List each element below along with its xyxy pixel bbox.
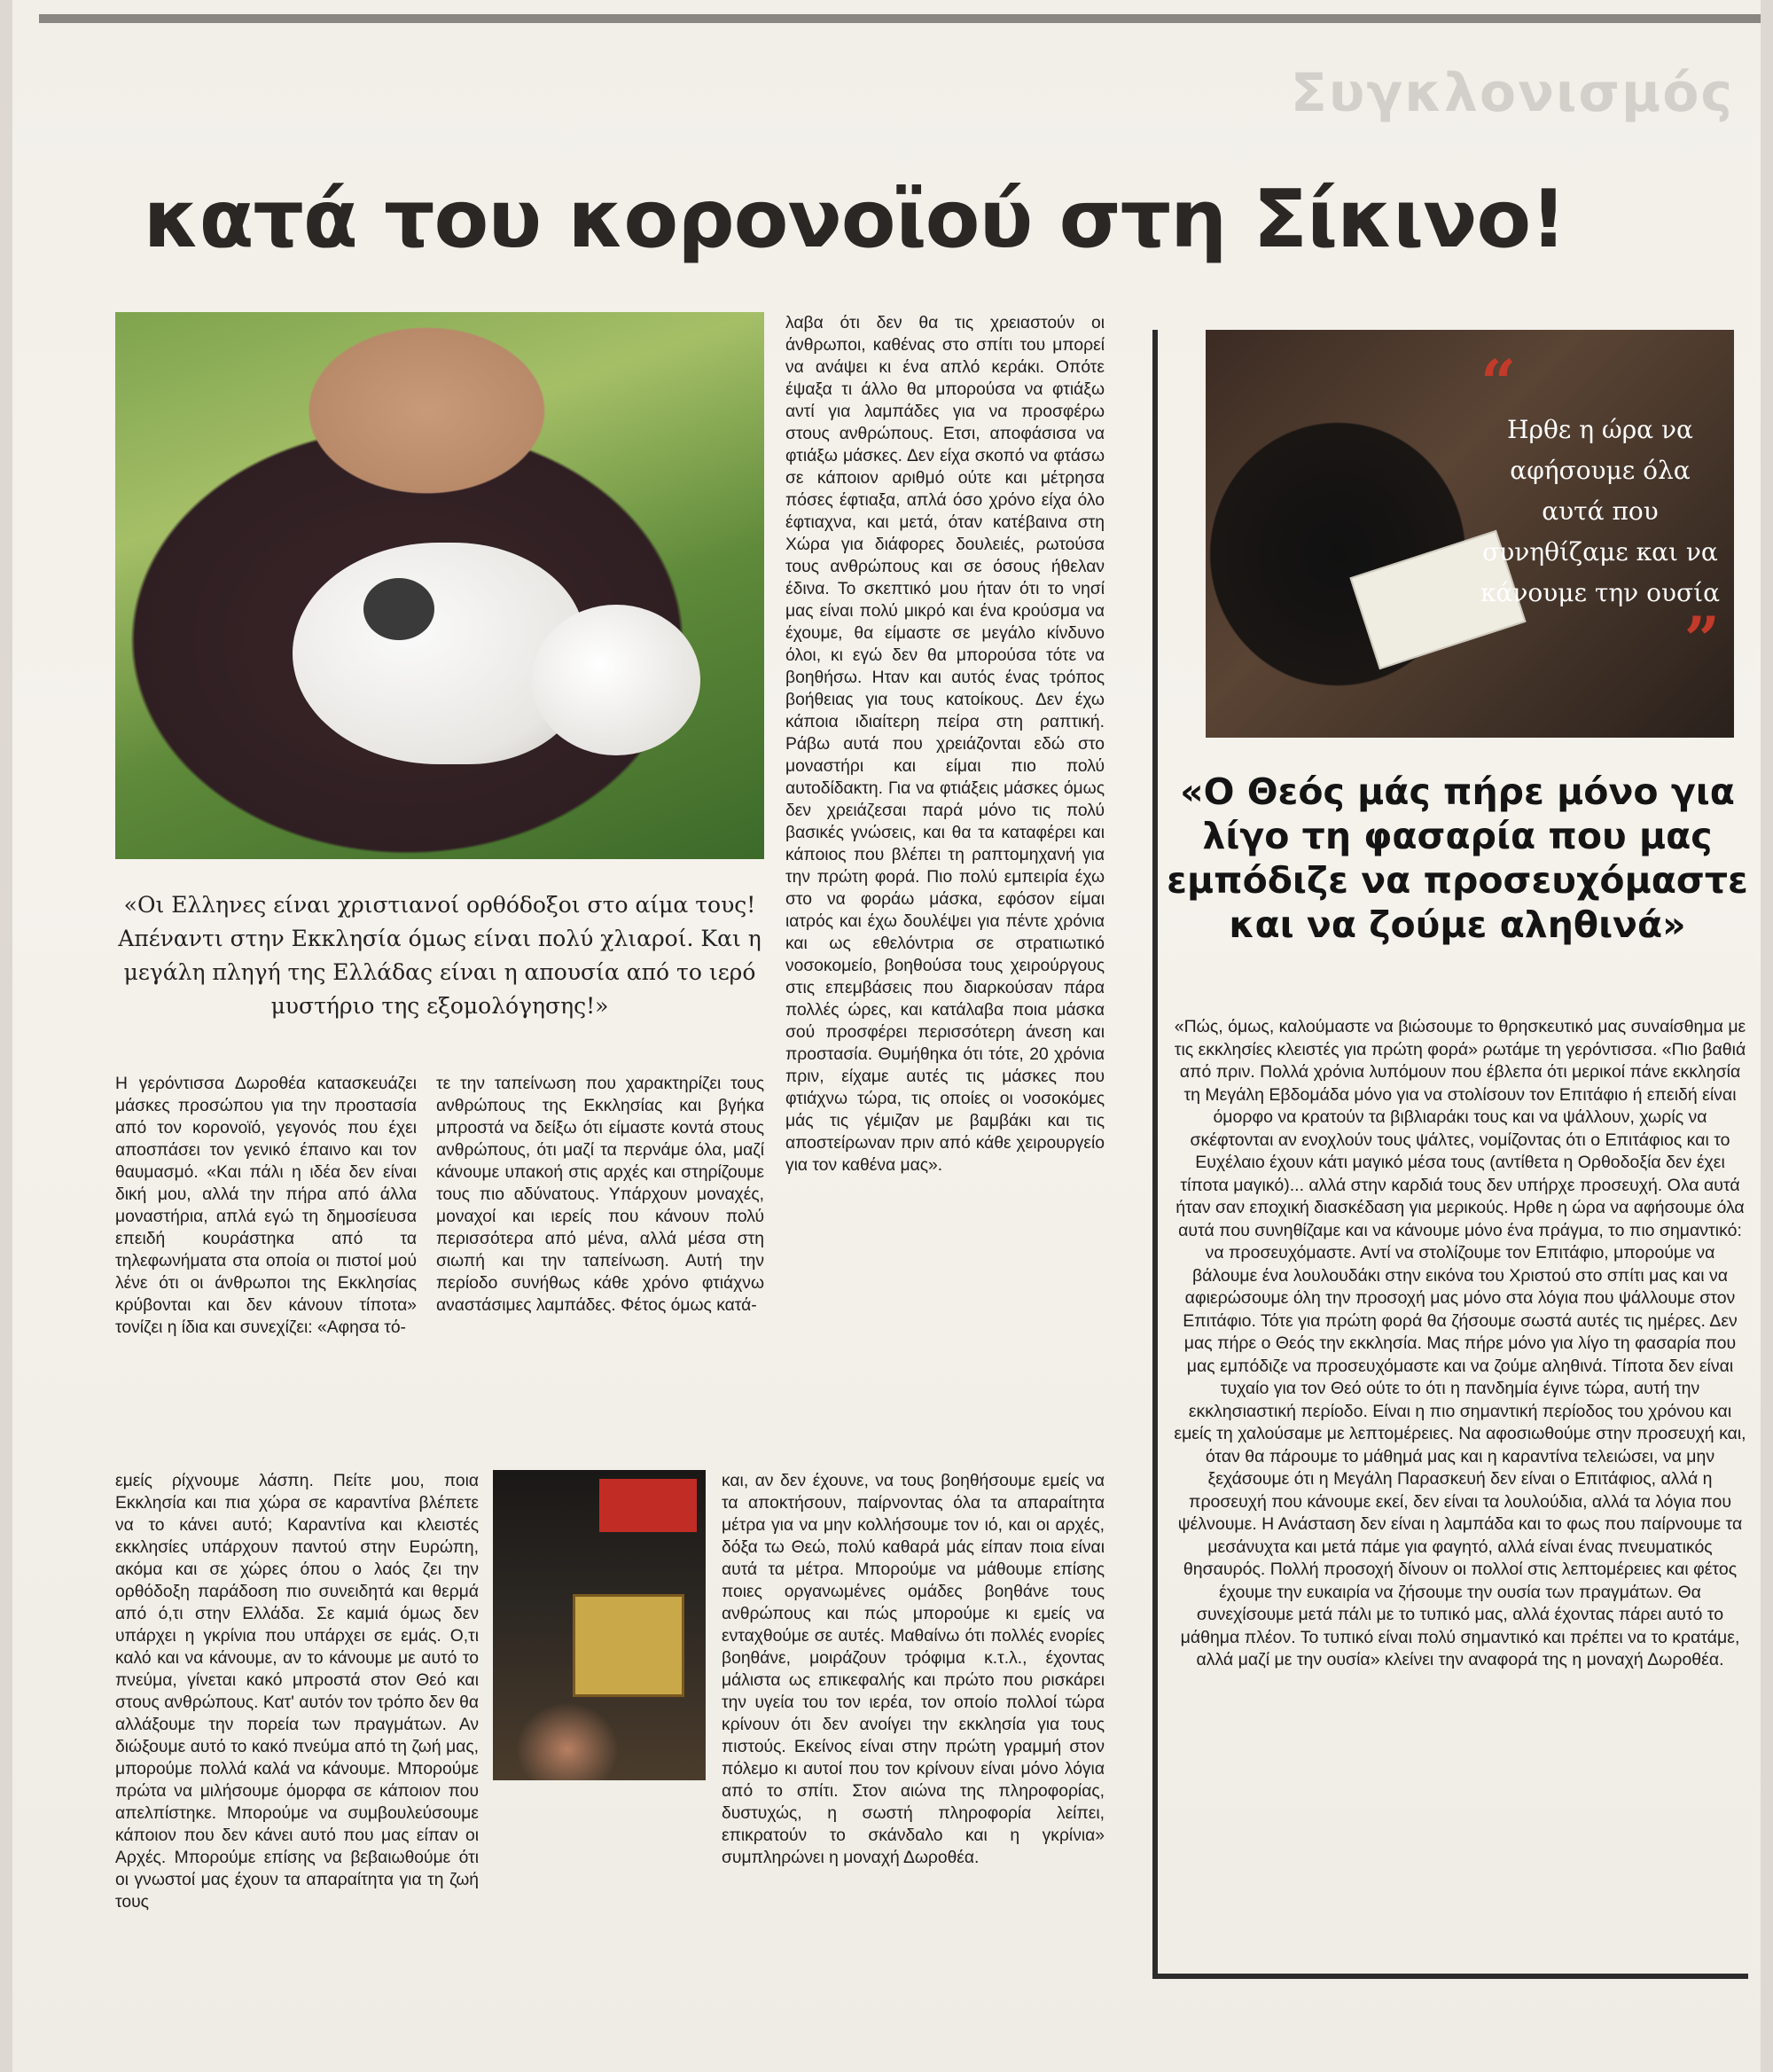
newspaper-page — [12, 0, 1761, 2072]
headline: κατά του κορονοϊού στη Σίκινο! — [143, 173, 1566, 266]
goat-spot — [363, 578, 434, 640]
photo-inset-quote — [1480, 346, 1720, 676]
article-column-5: και, αν δεν έχουνε, να τους βοηθήσουμε εμείς να τα αποκτήσουν, παίρνοντας όλα τα απαραίτητα μέτρα για να μην κολλήσουμε τον ιό, και οι αρχές, δόξα τω Θεώ, πολύ καθαρά μάς είπαν ποια είναι αυτά τα μέτρα. Μπορούμε να μάθουμε επίσης ποιες οργανωμένες ομάδες βοηθάνε τους ανθρώπους και πώς μπορούμε κι εμείς να ενταχθούμε σε αυτές. Μαθαίνω ότι πολλές ενορίες βοηθάνε, μοιράζουν τρόφιμα κ.τ.λ., έχοντας μάλιστα ως επικεφαλής και πρώτο που ρισκάρει την υγεία του τον ιερέα, τον οποίο πολλοί τώρα κρίνουν ότι δεν ανοίγει την εκκλησία για τους πιστούς. Εκείνος είναι στην πρώτη γραμμή στον πόλεμο κι αυτοί που τον κρίνουν είναι μόνο λόγια από το σπίτι. Στον αιώνα της πληροφορίας, δυστυχώς, η σωστή πληροφορία λείπει, επικρατούν το σκάνδαλο και η γκρίνια» συμπληρώνει η μοναχή Δωροθέα. — [722, 1472, 1105, 1867]
nun-reading-photo — [1206, 330, 1734, 738]
gold-icon-panel — [573, 1594, 684, 1697]
article-column-4: εμείς ρίχνουμε λάσπη. Πείτε μου, ποια Εκκλησία και πια χώρα σε καραντίνα βλέπετε να το κάνει αυτό; Καραντίνα και κλειστές εκκλησίες υπάρχουν παντού στην Ευρώπη, ακόμα και σε χώρες όπου ο λαός ζει την ορθόδοξη παράδοση πιο συνειδητά και θερμά από ό,τι στην Ελλάδα. Σε καμιά όμως δεν υπάρχει η γκρίνια που υπάρχει σε εμάς. Ο,τι καλό και να κάνουμε, αν το κάνουμε με αυτό το πνεύμα, γίνεται κακό μπροστά στον Θεό και στους ανθρώπους. Κατ' αυτόν τον τρόπο δεν θα αλλάξουμε την πορεία των πραγμάτων. Αν διώξουμε αυτό το κακό πνεύμα από τη ζωή μας, μπορούμε πολλά καλά να κάνουμε. Μπορούμε πρώτα να μιλήσουμε όμορφα σε κάποιον που απελπίστηκε. Μπορούμε να συμβουλεύσουμε κάποιον που δεν κάνει αυτό που μας είπαν οι Αρχές. Μπορούμε επίσης να βεβαιωθούμε ότι οι γνωστοί μας έχουν τα απαραίτητα για τη ζωή τους — [115, 1472, 479, 1912]
article-column-1: Η γερόντισσα Δωροθέα κατασκευάζει μάσκες προσώπου για την προστασία από τον κορονοϊό, γεγονός που έχει αποσπάσει τον γενικό έπαινο και τον θαυμασμό. «Και πάλι η ιδέα δεν είναι δική μου, αλλά την πήρα από άλλα μοναστήρια, απλά εγώ τη δημοσίευσα επειδή κουράστηκα από τα τηλεφωνήματα στα οποία οι πιστοί μού λένε ότι οι άνθρωποι της Εκκλησίας κρύβονται και δεν κάνουν τίποτα» τονίζει η ίδια και συνεχίζει: «Αφησα τό- — [115, 1075, 417, 1337]
photo-caption-quote: «Οι Ελληνες είναι χριστιανοί ορθόδοξοι στο αίμα τους! Απέναντι στην Εκκλησία όμως είναι πολύ χλιαροί. Και η μεγάλη πληγή της Ελλάδας είναι η απουσία από το ιερό μυστήριο της εξομολόγησης!» — [118, 892, 762, 1019]
article-column-2: τε την ταπείνωση που χαρακτηρίζει τους ανθρώπους της Εκκλησίας και βγήκα μπροστά να δείξω ότι είμαστε κοντά στους ανθρώπους, ότι μαζί τα περνάμε όλα, μαζί κάνουμε υπακοή στις αρχές και στηρίζουμε τους πιο αδύνατους. Υπάρχουν μοναχές, μοναχοί και ιερείς που κάνουν πολύ περισσότερα από μένα, αλλά μέσα στη σιωπή και την ταπείνωση. Αυτή την περίοδο συνήθως κάθε χρόνο φτιάχνω αναστάσιμες λαμπάδες. Φέτος όμως κατά- — [436, 1075, 764, 1315]
close-quote-icon: ” — [1683, 603, 1720, 676]
pull-quote: «Ο Θεός μάς πήρε μόνο για λίγο τη φασαρία που μας εμπόδιζε να προσευχόμαστε και να ζούμε αληθινά» — [1167, 770, 1748, 946]
top-rule — [39, 14, 1761, 23]
article-column-3: λαβα ότι δεν θα τις χρειαστούν οι άνθρωποι, καθένας στο σπίτι του μπορεί να ανάψει κι ένα απλό κεράκι. Οπότε έψαξα τι άλλο θα μπορούσα να φτιάξω αντί για λαμπάδες για να προσφέρω στους ανθρώπους. Ετσι, αποφάσισα να φτιάξω μάσκες. Δεν είχα σκοπό να φτάσω σε κάποιον αριθμό ούτε και μέτρησα πόσες έφτιαξα, απλά όσο χρόνο είχα όλο έφτιαχνα, και μετά, όταν κατέβαινα στη Χώρα για διάφορες δουλειές, ρωτούσα τους ανθρώπους και σε όσους ήθελαν έδινα. Το σκεπτικό μου ήταν ότι το νησί μας είναι πολύ μικρό και ένα κρούσμα να έχουμε, θα είμαστε σε μεγάλο κίνδυνο όλοι, κι εγώ δεν θα μπορούσα τότε να βοηθήσω. Ηταν και αυτός ένας τρόπος βοήθειας για τους κατοίκους. Δεν έχω κάποια ιδιαίτερη πείρα στη ραπτική. Ράβω αυτά που χρειάζονται εδώ στο μοναστήρι και είμαι πιο πολύ αυτοδίδακτη. Για να φτιάξεις μάσκες όμως δεν χρειάζεσαι παρά μόνο τις πολύ βασικές γνώσεις, και θα τα καταφέρει και κάποιος που βλέπει τη ραπτομηχανή για την πρώτη φορά. Πιο πολύ εμπειρία έχω στο να φοράω μάσκα, εφόσον είμαι ιατρός και έχω δουλέψει για πέντε χρόνια και ως εθελόντρια σε στρατιωτικό νοσοκομείο, βοηθούσα τους χειρούργους στις επεμβάσεις που διαρκούσαν πάρα πολλές ώρες, και κατάλαβα ποια μάσκα σού προσφέρει περισσότερη άνεση και προστασία. Θυμήθηκα ότι τότε, 20 χρόνια πριν, είχαμε αυτές τις μάσκες που φτιάχνω τώρα, τις οποίες οι νοσοκόμες μάς τις γέμιζαν με βαμβάκι και τις αποστείρωναν πριν από κάθε χειρουργείο για τον καθένα μας». — [785, 314, 1105, 1175]
photo-inset-quote-text: Ηρθε η ώρα να αφήσουμε όλα αυτά που συνηθίζαμε και να κάνουμε την ουσία — [1480, 415, 1720, 607]
red-icon-panel — [599, 1479, 697, 1532]
nun-painting-icon-photo — [493, 1470, 706, 1780]
nun-with-goats-photo — [115, 312, 764, 859]
sidebar-vertical-rule — [1152, 330, 1158, 1979]
sidebar-article-text: «Πώς, όμως, καλούμαστε να βιώσουμε το θρησκευτικό μας συναίσθημα με τις εκκλησίες κλειστές για πρώτη φορά» ρωτάμε τη γερόντισσα. «Πιο βαθιά από πριν. Πολλά χρόνια λυπόμουν που έβλεπα ότι μερικοί πάνε εκκλησία τη Μεγάλη Εβδομάδα μόνο για να στολίσουν τον Επιτάφιο ή επειδή είναι όμορφο να κρατούν τα βιβλιαράκι τους και να ψάλλουν, χωρίς να σκέφτονται αν ενοχλούν τους ψάλτες, νομίζοντας ότι ο Επιτάφιος και το Ευχέλαιο έχουν κάτι μαγικό μέσα τους (αντίθετα η Ορθοδοξία δεν έχει τίποτα μαγικό)... αλλά στην καρδιά τους δεν υπήρχε προσευχή. Ολα αυτά ήταν σαν εποχική διασκέδαση για μερικούς. Ηρθε η ώρα να αφήσουμε όλα αυτά που συνηθίζαμε και να κάνουμε μόνο ένα πράγμα, το πιο σημαντικό: να προσευχόμαστε. Αντί να στολίζουμε τον Επιτάφιο, μπορούμε να βάλουμε ένα λουλουδάκι στην εικόνα του Χριστού στο σπίτι μας και να αφιερώσουμε όλη την προσοχή μας μόνο στα λόγια που ψάλλουμε στον Επιτάφιο. Τότε για πρώτη φορά θα ζήσουμε σωστά αυτές τις ημέρες. Δεν μας πήρε ο Θεός την εκκλησία. Μας πήρε μόνο για λίγο τη φασαρία που μας εμπόδιζε να προσευχόμαστε και να ζούμε αληθινά. Τίποτα δεν είναι τυχαίο για τον Θεό ούτε το ότι η πανδημία έγινε τώρα, αυτή την εκκλησιαστική περίοδο. Είναι η πιο σημαντική περίοδος του χρόνου και εμείς τη χαλούσαμε με λεπτομέρειες. Να αφοσιωθούμε στην προσευχή και, όταν θα πάρουμε το μάθημά μας και η καραντίνα τελειώσει, να μην ξεχάσουμε ότι η Μεγάλη Παρασκευή δεν είναι ο Επιτάφιος, αλλά η προσευχή που κάνουμε εκεί, δεν είναι τα λουλούδια, αλλά τα λόγια που ψέλνουμε. Η Ανάσταση δεν είναι η λαμπάδα και το φως που παίρνουμε τα μεσάνυχτα και μετά πάμε για φαγητό, αλλά είναι ένας πνευματικός θησαυρός. Πολλή προσοχή δίνουν οι πολλοί στις λεπτομέρειες και φέτος έχουμε την ευκαιρία να ζήσουμε την ουσία των πραγμάτων. Θα συνεχίσουμε μετά πάλι με το τυπικό μας, αλλά έχοντας πάρει αυτό το μάθημα πλέον. Το τυπικό είναι πολύ σημαντικό και πρέπει να το κρατάμε, αλλά μαζί με την ουσία» κλείνει την αναφορά της η μοναχή Δωροθέα. — [1174, 1017, 1746, 1669]
faded-section-heading: Συγκλονισμός — [1290, 62, 1734, 124]
open-quote-icon: “ — [1480, 346, 1517, 419]
goat-kid-shape — [532, 605, 700, 755]
sidebar-bottom-rule — [1152, 1974, 1748, 1979]
